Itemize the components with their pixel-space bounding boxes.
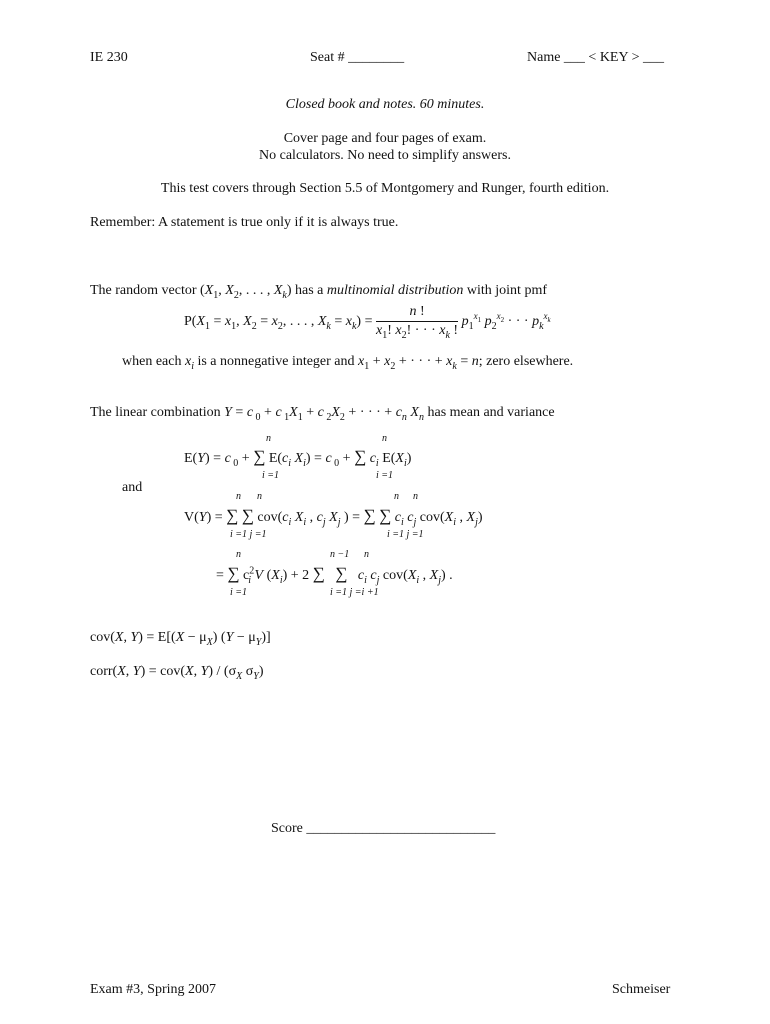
sum-upper-limit: n bbox=[236, 549, 241, 560]
author: Schmeiser bbox=[612, 982, 671, 997]
sum-upper-limit: n bbox=[382, 433, 387, 444]
multinomial-coefficient: $\frac{n !}{x_1! x_2! \cdot \cdot \cdot x_k !}$ bbox=[375, 304, 459, 341]
sum-upper-limit: n bbox=[364, 549, 369, 560]
multinomial-support: when each $x_i$ is a nonnegative integer and $x_1 + x_2$ + · · · + $x_k = n$; zero elsewhere. bbox=[122, 354, 574, 372]
sum-upper-limit: n −1 bbox=[330, 549, 350, 560]
covariance-definition: cov(X, $Y) = E[(X - \mu_X)$ $(Y - \mu_Y)$] bbox=[90, 630, 271, 648]
exam-rules: Closed book and notes. 60 minutes. bbox=[285, 97, 485, 112]
multinomial-intro: The random vector ($X_1$, $X_2$, . . . , $X_k$) has a multinomial distribution with joint pmf bbox=[90, 283, 548, 301]
distribution-name: multinomial distribution bbox=[326, 283, 464, 298]
score-label: Score bbox=[271, 821, 303, 836]
exam-title: Exam #3, Spring 2007 bbox=[90, 982, 216, 997]
score-field bbox=[271, 821, 495, 837]
name-field: Name ___ < KEY > ___ bbox=[527, 50, 664, 65]
coverage-note: This test covers through Section 5.5 of Montgomery and Runger, fourth edition. bbox=[160, 181, 610, 196]
calculator-note: No calculators. No need to simplify answers. bbox=[259, 148, 511, 163]
sum-lower-limit: i =1 j =1 bbox=[230, 529, 267, 540]
sum-lower-limit: i =1 bbox=[230, 587, 248, 598]
variance-formula: V(Y) = ∑ ∑ $cov(c_i$ $X_i$ , $c_j$ $X_j$ ) = ∑ ∑ $c_i$ $c_j$ $cov(X_i$ , $X_j$) bbox=[184, 506, 483, 528]
linear-combination-intro: The linear combination Y = c $_0$ + c $_1X_1 + c$ $_2X_2$ + · · · + $c_n$ $X_n$ has mean and variance bbox=[90, 405, 555, 423]
sum-lower-limit: i =1 j =1 bbox=[387, 529, 424, 540]
sum-upper-limit: n bbox=[257, 491, 262, 502]
sum-upper-limit: n bbox=[266, 433, 271, 444]
sum-lower-limit: i =1 bbox=[376, 470, 394, 481]
multinomial-pmf: $P(X_1 = x_1$, $X_2 = x_2$, . . . , $X_k = x_k$) = $\frac{n !}{x_1! x_2! \cdot \cdot \cdot x_k !}$ $p_1^{x_1}$ $p_2^{x_2}$ · · · $p_k^{x_k}$ bbox=[184, 304, 551, 341]
remember-note: Remember: A statement is true only if it is always true. bbox=[90, 215, 399, 230]
correlation-definition: corr(X, Y) = cov(X, $Y) / (\sigma_X$ $\sigma_Y$) bbox=[90, 664, 264, 682]
sum-upper-limit: n bbox=[413, 491, 418, 502]
seat-field: Seat # ________ bbox=[310, 50, 405, 65]
sum-lower-limit: i =1 bbox=[262, 470, 280, 481]
score-blank: ___________________________ bbox=[306, 821, 496, 836]
sum-upper-limit: n bbox=[236, 491, 241, 502]
course-code: IE 230 bbox=[90, 50, 128, 65]
exam-length-note: Cover page and four pages of exam. bbox=[283, 131, 487, 146]
sum-lower-limit: i =1 j =i +1 bbox=[330, 587, 379, 598]
and-label: and bbox=[122, 480, 143, 495]
variance-formula-expanded: = ∑ $c^2_i$ V $(X_i) + 2$ ∑ ∑ $c_i$ $c_j$ $cov(X_i$ , $X_j$) . bbox=[216, 564, 453, 586]
mean-formula: E(Y) = c $_0$ + ∑ $E(c_i$ $X_i) = c$ $_0$ + ∑ $c_i$ $E(X_i)$ bbox=[184, 447, 412, 469]
sum-upper-limit: n bbox=[394, 491, 399, 502]
